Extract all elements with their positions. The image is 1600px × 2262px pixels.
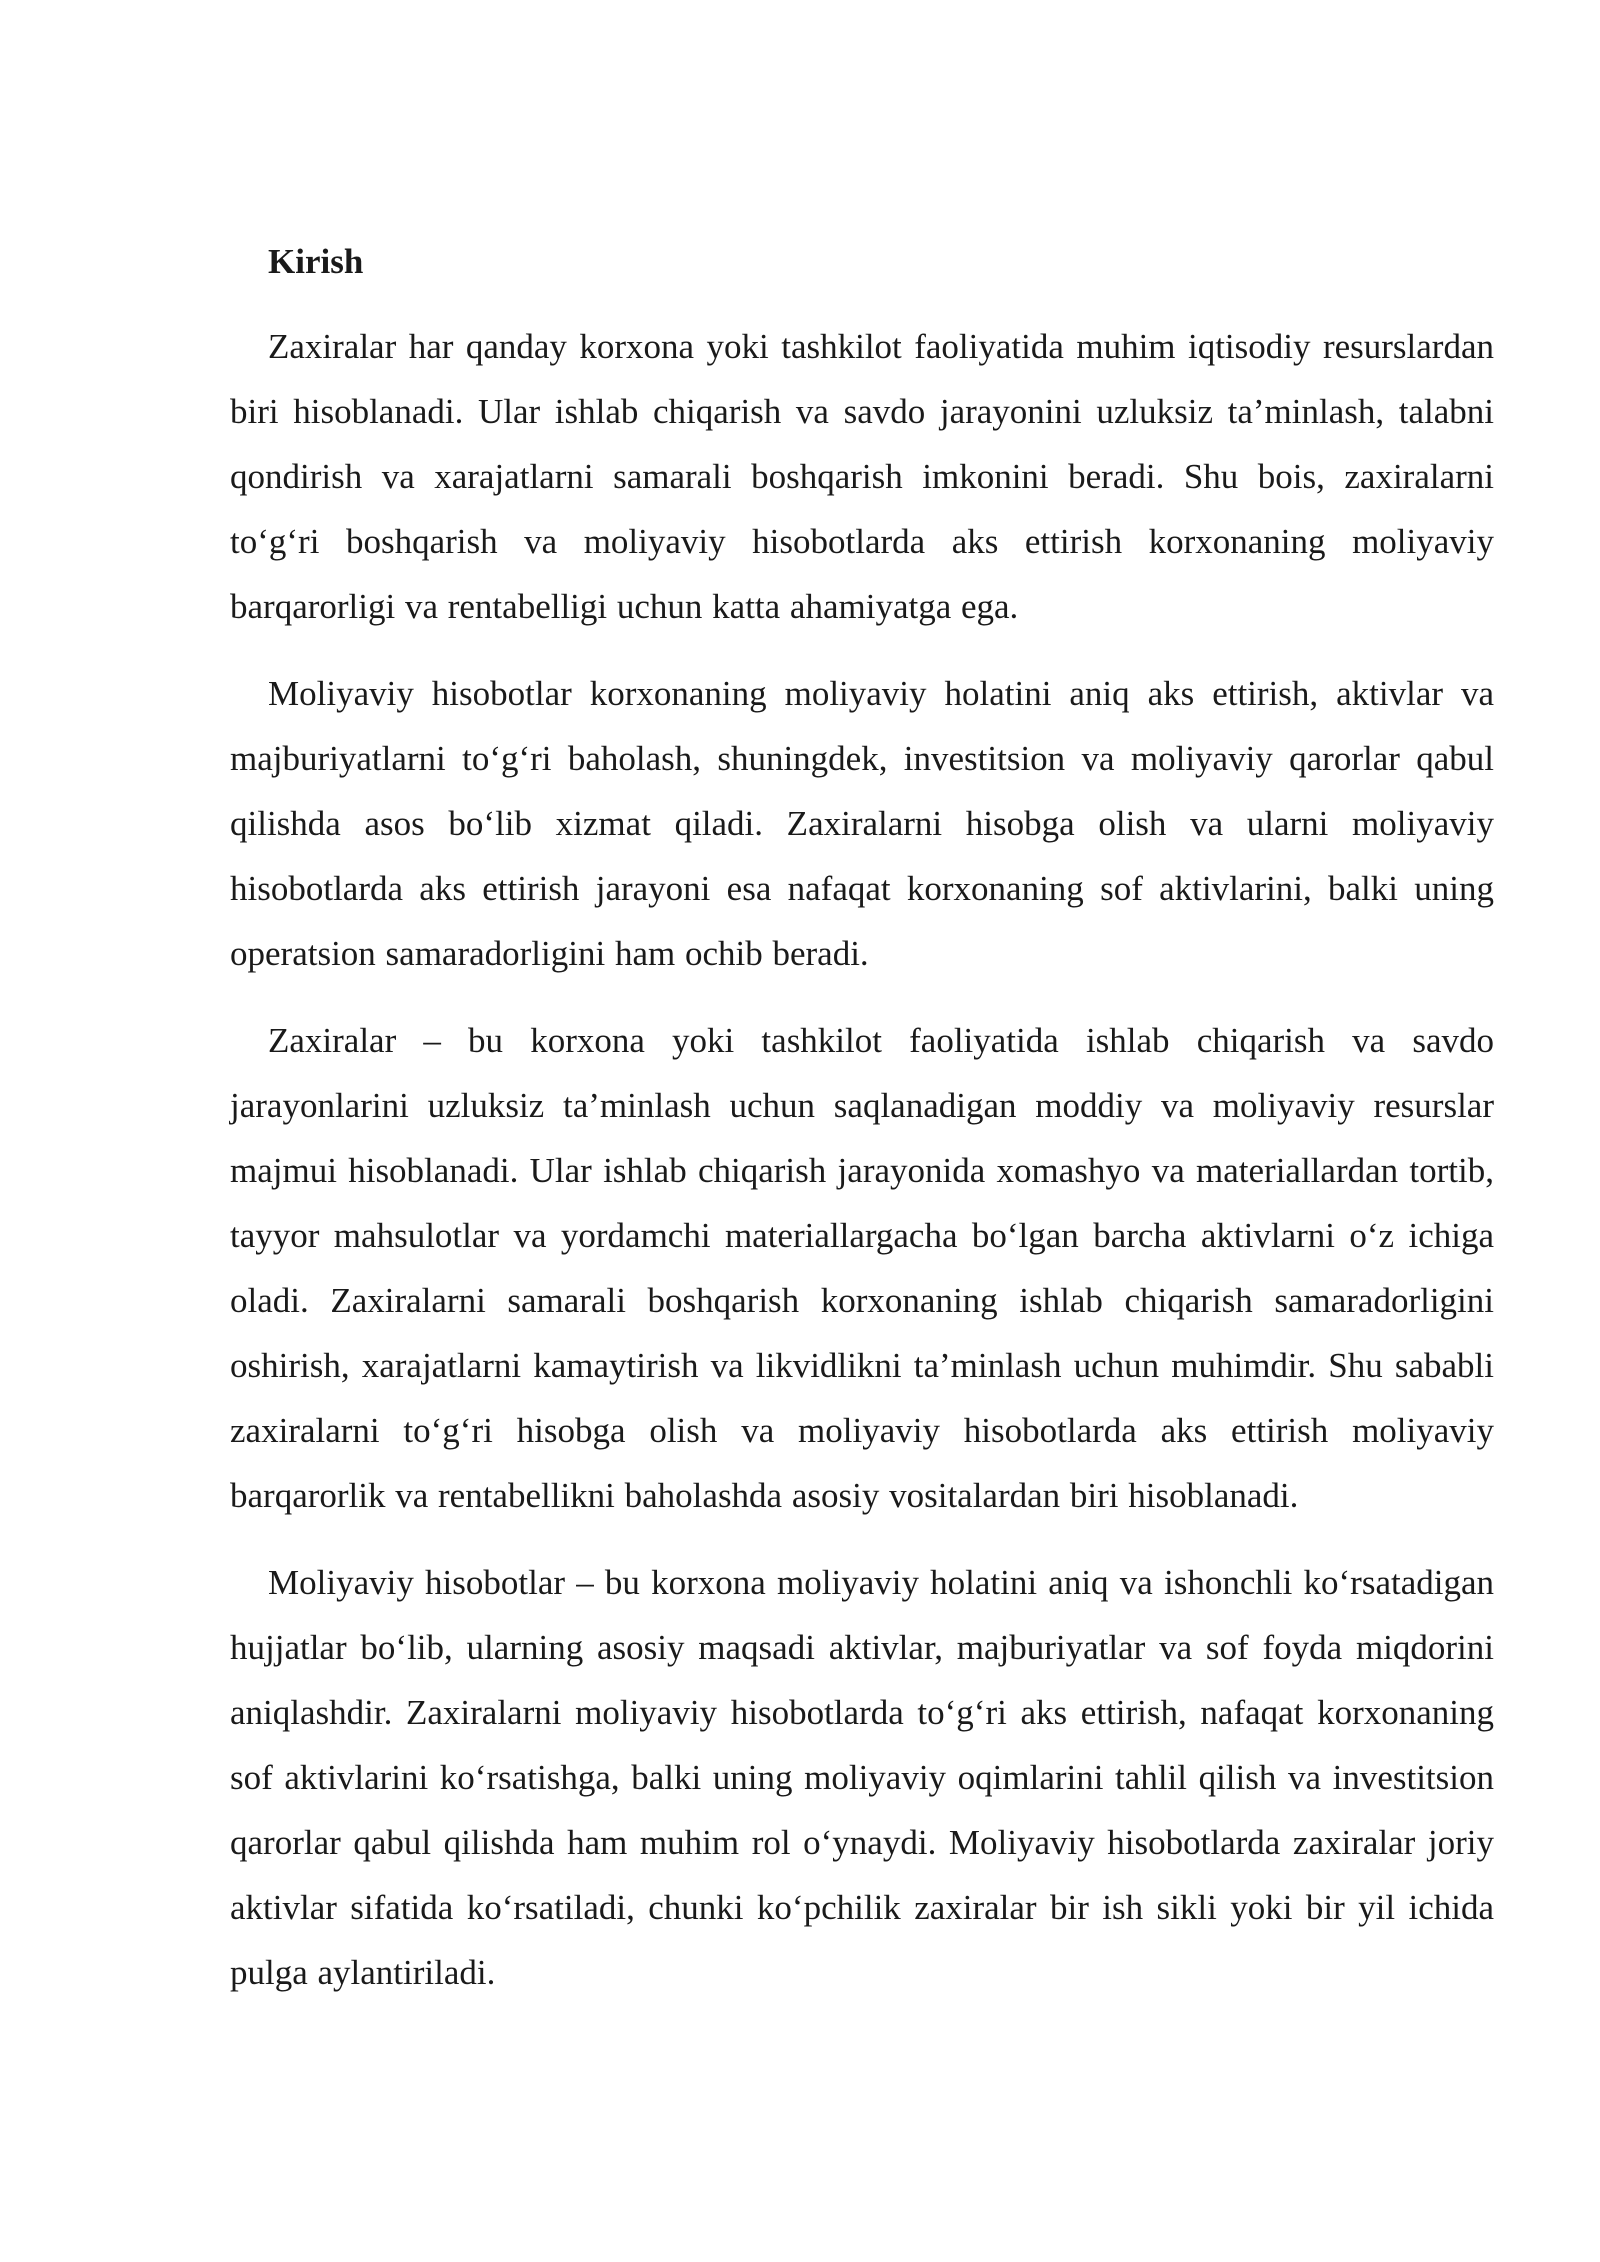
- paragraph-3: Zaxiralar – bu korxona yoki tashkilot faoliyatida ishlab chiqarish va savdo jarayonlarini uzluksiz ta’minlash uchun saqlanadigan moddiy va moliyaviy resurslar majmui hisoblanadi. Ular ishlab chiqarish jarayonida xomashyo va materiallardan tortib, tayyor mahsulotlar va yordamchi materiallargacha bo‘lgan barcha aktivlarni o‘z ichiga oladi. Zaxiralarni samarali boshqarish korxonaning ishlab chiqarish samaradorligini oshirish, xarajatlarni kamaytirish va likvidlikni ta’minlash uchun muhimdir. Shu sababli zaxiralarni to‘g‘ri hisobga olish va moliyaviy hisobotlarda aks ettirish moliyaviy barqarorlik va rentabellikni baholashda asosiy vositalardan biri hisoblanadi.: [230, 1021, 1494, 1515]
- document-body: [230, 232, 1494, 2027]
- paragraph-1: Zaxiralar har qanday korxona yoki tashkilot faoliyatida muhim iqtisodiy resurslardan biri hisoblanadi. Ular ishlab chiqarish va savdo jarayonini uzluksiz ta’minlash, talabni qondirish va xarajatlarni samarali boshqarish imkonini beradi. Shu bois, zaxiralarni to‘g‘ri boshqarish va moliyaviy hisobotlarda aks ettirish korxonaning moliyaviy barqarorligi va rentabelligi uchun katta ahamiyatga ega.: [230, 327, 1494, 626]
- paragraph-2: Moliyaviy hisobotlar korxonaning moliyaviy holatini aniq aks ettirish, aktivlar va majburiyatlarni to‘g‘ri baholash, shuningdek, investitsion va moliyaviy qarorlar qabul qilishda asos bo‘lib xizmat qiladi. Zaxiralarni hisobga olish va ularni moliyaviy hisobotlarda aks ettirish jarayoni esa nafaqat korxonaning sof aktivlarini, balki uning operatsion samaradorligini ham ochib beradi.: [230, 674, 1494, 973]
- section-heading: Kirish: [268, 242, 364, 281]
- paragraph-4: Moliyaviy hisobotlar – bu korxona moliyaviy holatini aniq va ishonchli ko‘rsatadigan hujjatlar bo‘lib, ularning asosiy maqsadi aktivlar, majburiyatlar va sof foyda miqdorini aniqlashdir. Zaxiralarni moliyaviy hisobotlarda to‘g‘ri aks ettirish, nafaqat korxonaning sof aktivlarini ko‘rsatishga, balki uning moliyaviy oqimlarini tahlil qilish va investitsion qarorlar qabul qilishda ham muhim rol o‘ynaydi. Moliyaviy hisobotlarda zaxiralar joriy aktivlar sifatida ko‘rsatiladi, chunki ko‘pchilik zaxiralar bir ish sikli yoki bir yil ichida pulga aylantiriladi.: [230, 1563, 1494, 1992]
